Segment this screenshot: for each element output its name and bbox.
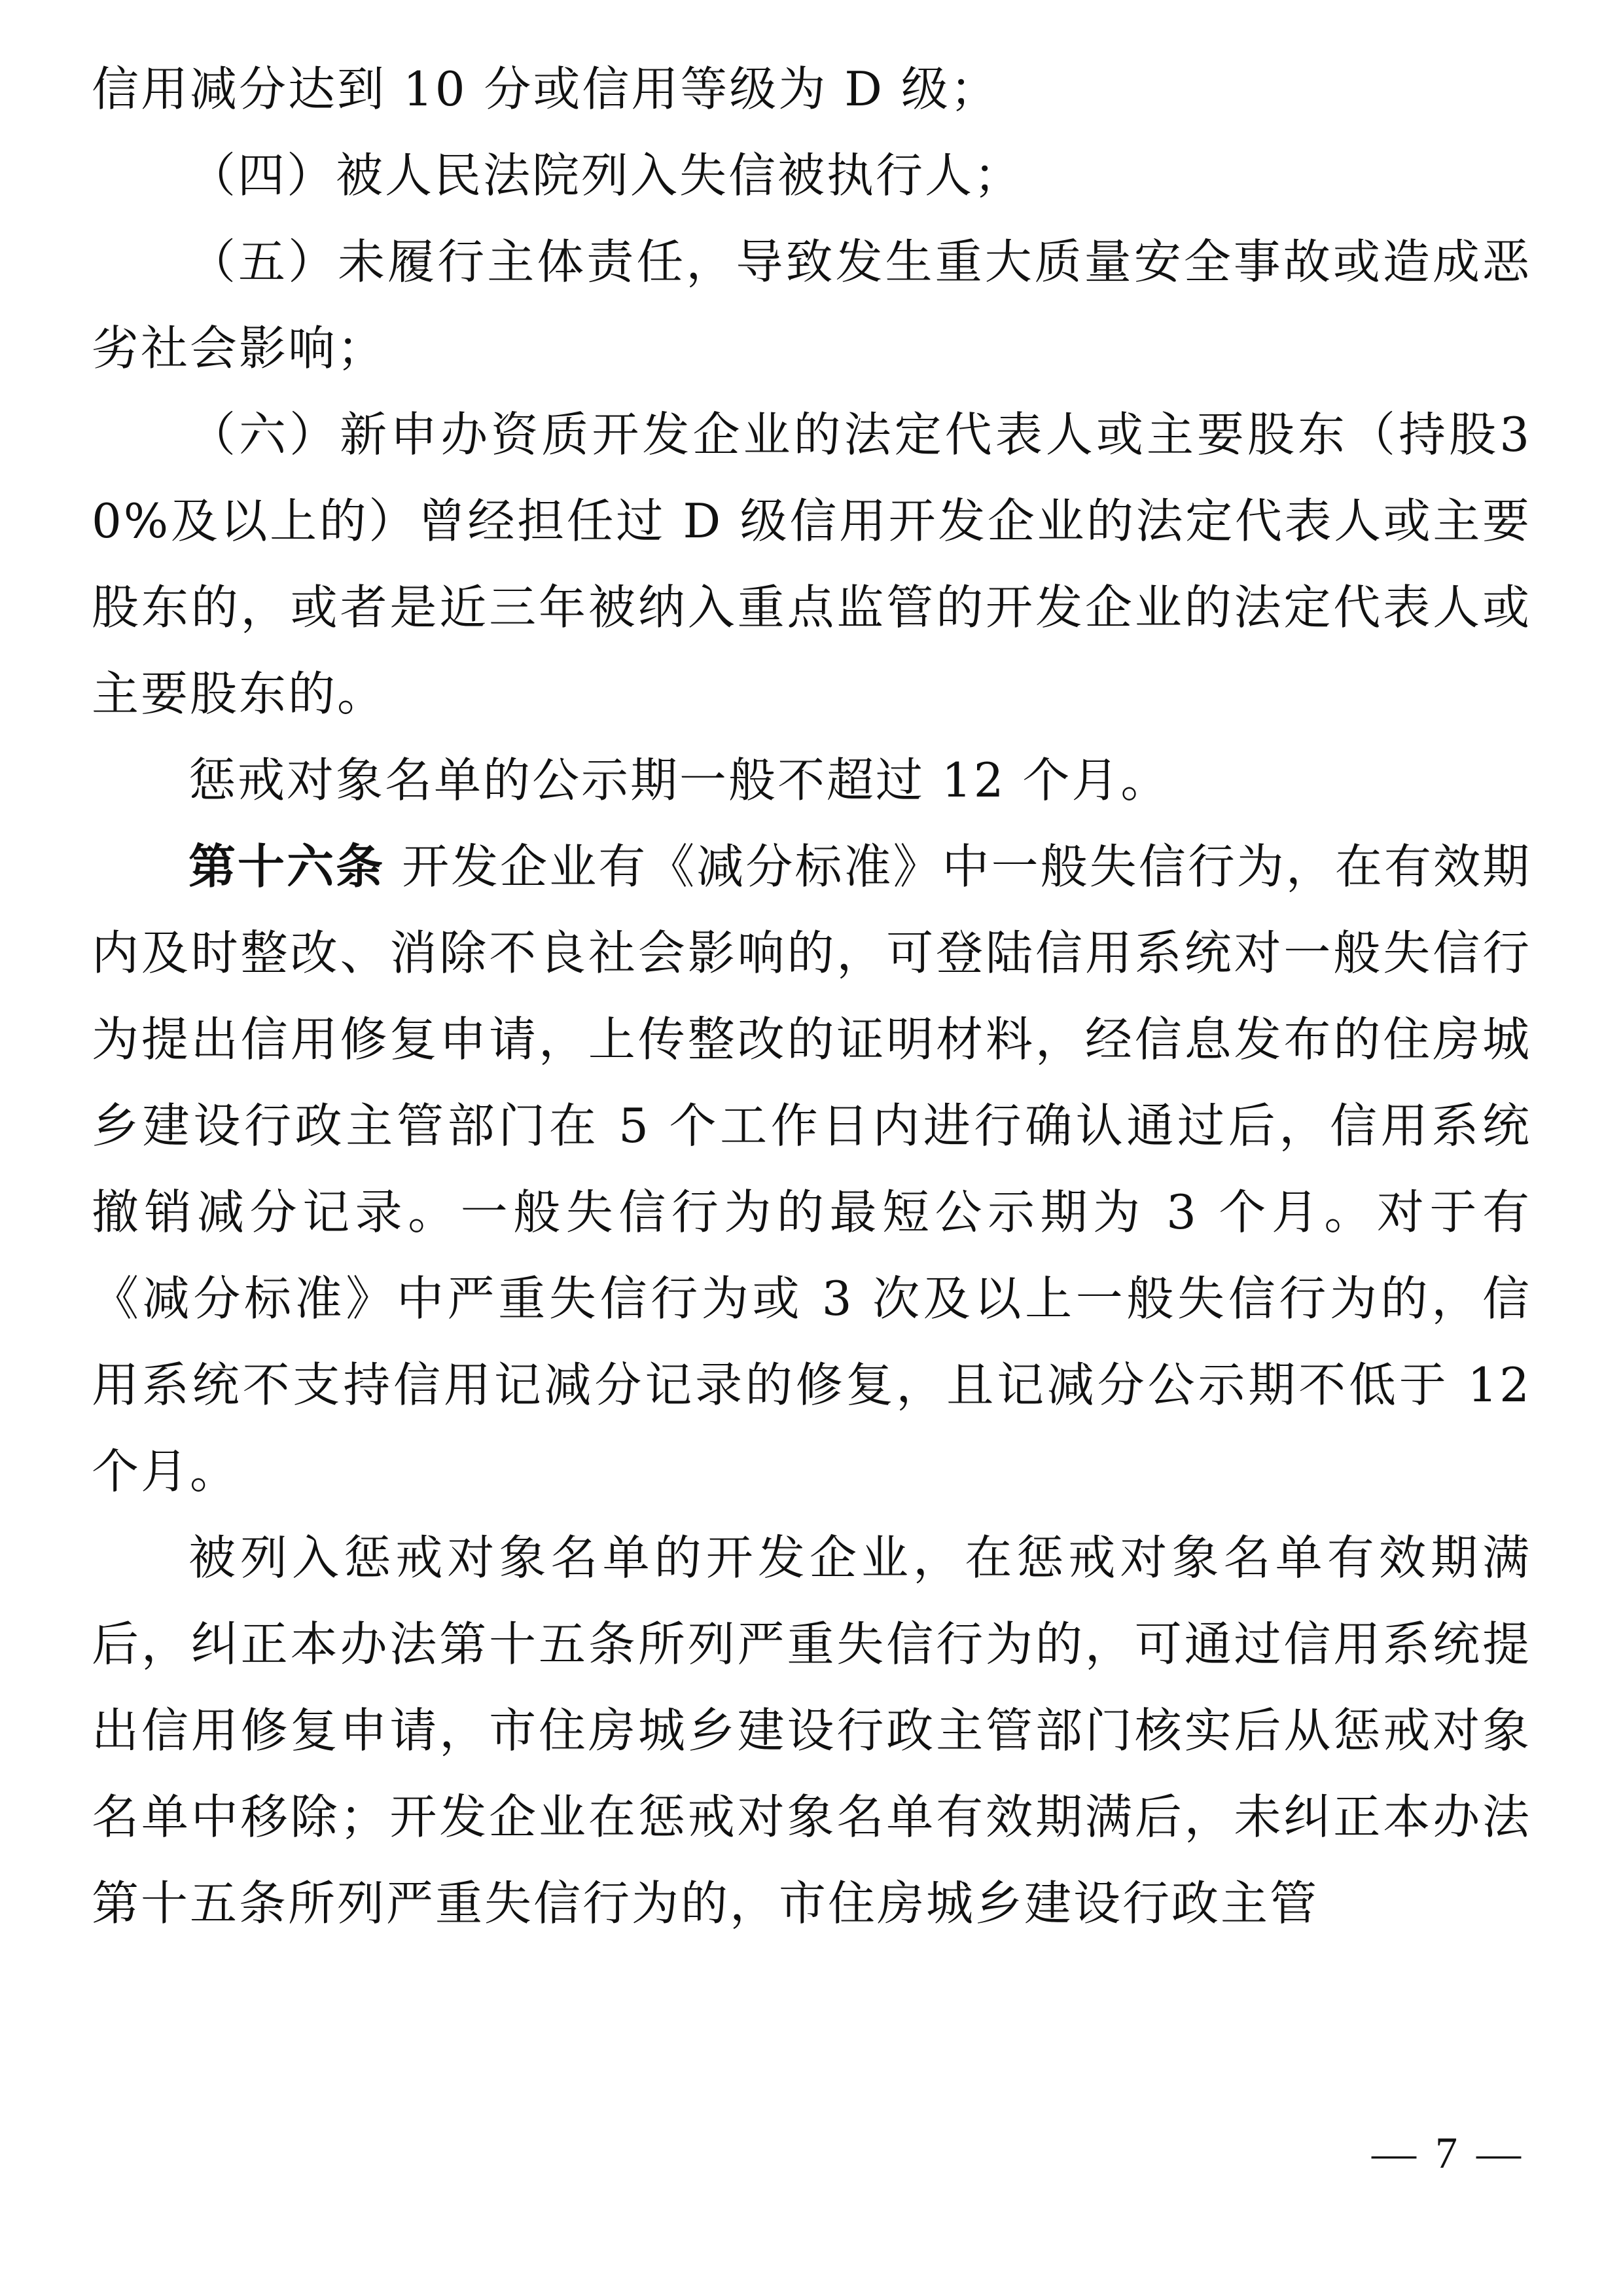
article-heading: 第十六条	[188, 839, 385, 894]
paragraph-text: （四）被人民法院列入失信被执行人；	[188, 148, 1024, 203]
paragraph-1	[92, 46, 1531, 132]
paragraph-text: （六）新申办资质开发企业的法定代表人或主要股东（持股30%及以上的）曾经担任过 D 级信用开发企业的法定代表人或主要股东的，或者是近三年被纳入重点监管的开发企业的法定代表人或主要股东的。	[92, 407, 1531, 721]
paragraph-text: 惩戒对象名单的公示期一般不超过 12 个月。	[188, 753, 1170, 808]
document-page	[92, 46, 1531, 1946]
paragraph-4	[92, 391, 1531, 737]
paragraph-text: 被列入惩戒对象名单的开发企业，在惩戒对象名单有效期满后，纠正本办法第十五条所列严重失信行为的，可通过信用系统提出信用修复申请，市住房城乡建设行政主管部门核实后从惩戒对象名单中移除；开发企业在惩戒对象名单有效期满后，未纠正本办法第十五条所列严重失信行为的，市住房城乡建设行政主管	[92, 1530, 1531, 1931]
page-number: — 7 —	[1372, 2128, 1525, 2178]
paragraph-text: 开发企业有《减分标准》中一般失信行为，在有效期内及时整改、消除不良社会影响的，可登陆信用系统对一般失信行为提出信用修复申请，上传整改的证明材料，经信息发布的住房城乡建设行政主管部门在 5 个工作日内进行确认通过后，信用系统撤销减分记录。一般失信行为的最短公示期为 3 个月。对于有《减分标准》中严重失信行为或 3 次及以上一般失信行为的，信用系统不支持信用记减分记录的修复，且记减分公示期不低于 12 个月。	[92, 839, 1531, 1499]
paragraph-6	[92, 823, 1531, 1515]
paragraph-text: （五）未履行主体责任，导致发生重大质量安全事故或造成恶劣社会影响；	[92, 234, 1531, 376]
paragraph-5	[92, 737, 1531, 823]
paragraph-2	[92, 132, 1531, 219]
paragraph-3	[92, 219, 1531, 391]
paragraph-text: 信用减分达到 10 分或信用等级为 D 级；	[92, 62, 999, 117]
paragraph-7	[92, 1515, 1531, 1946]
